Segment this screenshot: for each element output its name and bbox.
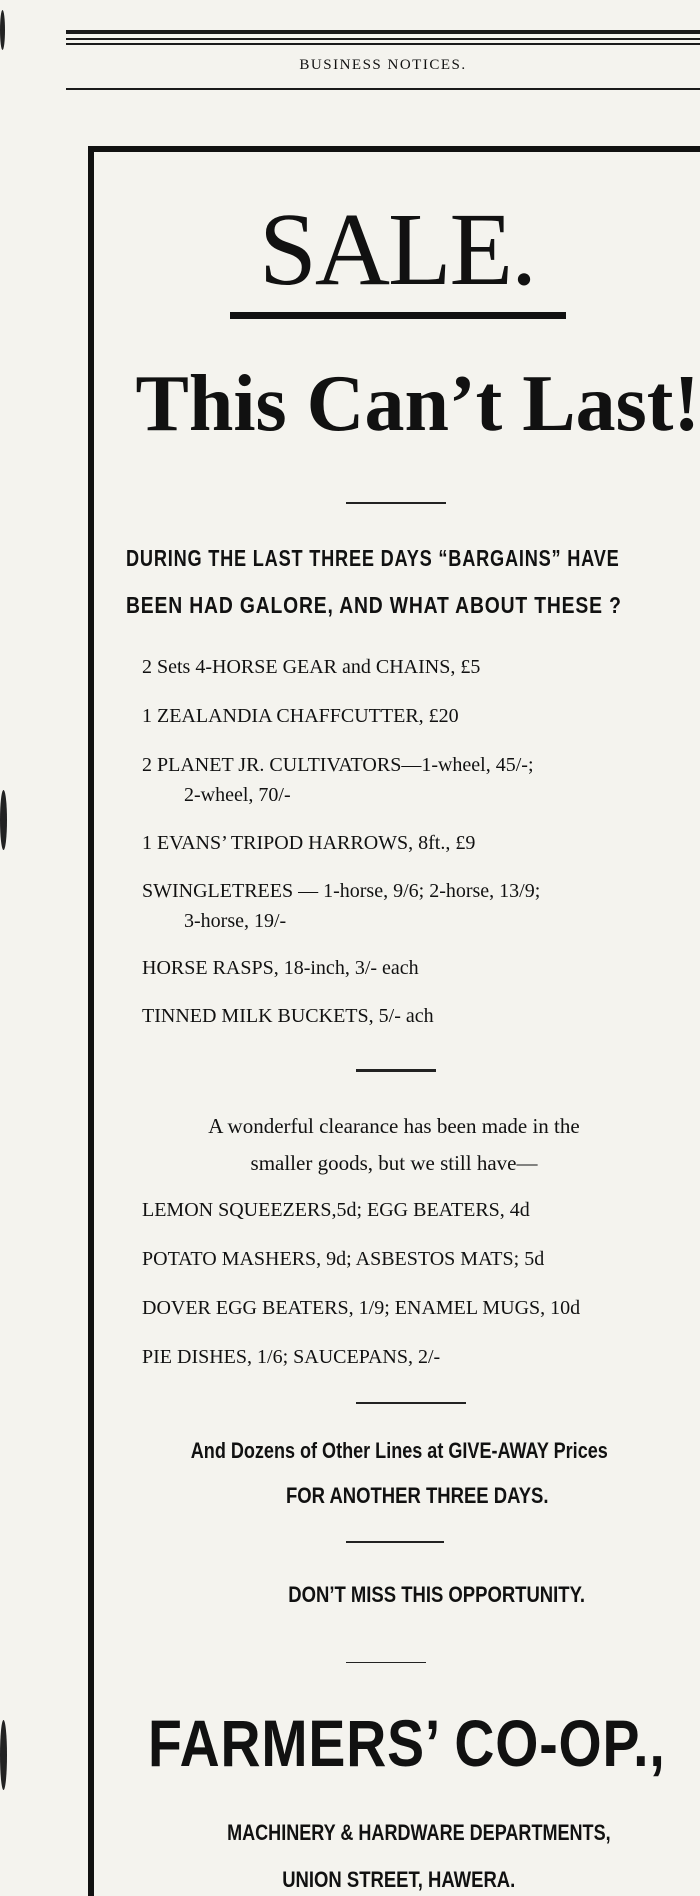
margin-speck — [0, 790, 7, 850]
address-text: UNION STREET, HAWERA. — [282, 1867, 516, 1892]
item-gear — [142, 652, 690, 682]
other-lines-1 — [104, 1438, 694, 1464]
top-rule — [66, 30, 700, 34]
opportunity-text: DON’T MISS THIS OPPORTUNITY. — [288, 1582, 586, 1607]
clearance-line-1: A wonderful clearance has been made in the — [208, 1114, 580, 1138]
divider — [346, 502, 446, 504]
small-goods-1 — [142, 1195, 690, 1225]
item-line: LEMON SQUEEZERS,5d; EGG BEATERS, 4d — [142, 1199, 530, 1221]
other-lines-2 — [122, 1483, 700, 1509]
sale-advertisement — [94, 152, 700, 1896]
header-rule — [66, 88, 700, 90]
item-chaffcutter — [142, 701, 690, 731]
divider — [356, 1402, 466, 1404]
item-line: 2 Sets 4-HORSE GEAR and CHAINS, £5 — [142, 656, 481, 678]
item-line: PIE DISHES, 1/6; SAUCEPANS, 2/- — [142, 1346, 441, 1368]
item-line: DOVER EGG BEATERS, 1/9; ENAMEL MUGS, 10d — [142, 1297, 581, 1319]
item-line-cont: 2-wheel, 70/- — [184, 784, 291, 806]
company-name — [148, 1706, 700, 1780]
item-line: HORSE RASPS, 18-inch, 3/- each — [142, 957, 419, 979]
small-goods-2 — [142, 1244, 690, 1274]
item-milk-buckets — [142, 1001, 690, 1031]
other-lines-text: And Dozens of Other Lines at GIVE-AWAY Prices — [190, 1438, 608, 1463]
sale-title: SALE. — [259, 192, 535, 307]
intro-line-2: BEEN HAD GALORE, AND WHAT ABOUT THESE ? — [126, 592, 622, 618]
intro-line-1: DURING THE LAST THREE DAYS “BARGAINS” HAVE — [126, 545, 620, 571]
divider — [356, 1069, 436, 1072]
item-line: 1 ZEALANDIA CHAFFCUTTER, £20 — [142, 705, 459, 727]
section-header: BUSINESS NOTICES. — [299, 57, 467, 73]
sale-title-underline — [230, 312, 566, 319]
tagline: This Can’t Last! — [135, 360, 700, 448]
item-cultivators — [142, 750, 690, 810]
small-goods-3 — [142, 1293, 690, 1323]
divider — [346, 1541, 444, 1543]
other-lines-text: FOR ANOTHER THREE DAYS. — [285, 1483, 549, 1508]
item-harrows — [142, 828, 690, 858]
clearance-line-2: smaller goods, but we still have— — [250, 1151, 538, 1175]
margin-speck — [0, 10, 5, 50]
company-name-text: FARMERS’ CO-OP., — [148, 1706, 666, 1780]
opportunity-line — [142, 1582, 700, 1608]
item-line: 2 PLANET JR. CULTIVATORS—1-wheel, 45/-; — [142, 754, 534, 776]
divider — [346, 1662, 426, 1663]
item-line: 1 EVANS’ TRIPOD HARROWS, 8ft., £9 — [142, 832, 476, 854]
item-line: SWINGLETREES — 1-horse, 9/6; 2-horse, 13/9; — [142, 880, 541, 902]
address-line — [104, 1867, 694, 1893]
item-line: POTATO MASHERS, 9d; ASBESTOS MATS; 5d — [142, 1248, 545, 1270]
departments-line — [124, 1820, 700, 1846]
item-line-cont: 3-horse, 19/- — [184, 910, 287, 932]
top-rule-thin — [66, 38, 700, 40]
top-rule-second — [66, 43, 700, 45]
item-line: TINNED MILK BUCKETS, 5/- ach — [142, 1005, 434, 1027]
margin-speck — [0, 1720, 7, 1790]
small-goods-4 — [142, 1342, 690, 1372]
departments-text: MACHINERY & HARDWARE DEPARTMENTS, — [227, 1820, 611, 1845]
item-swingletrees — [142, 876, 690, 936]
item-horse-rasps — [142, 953, 690, 983]
